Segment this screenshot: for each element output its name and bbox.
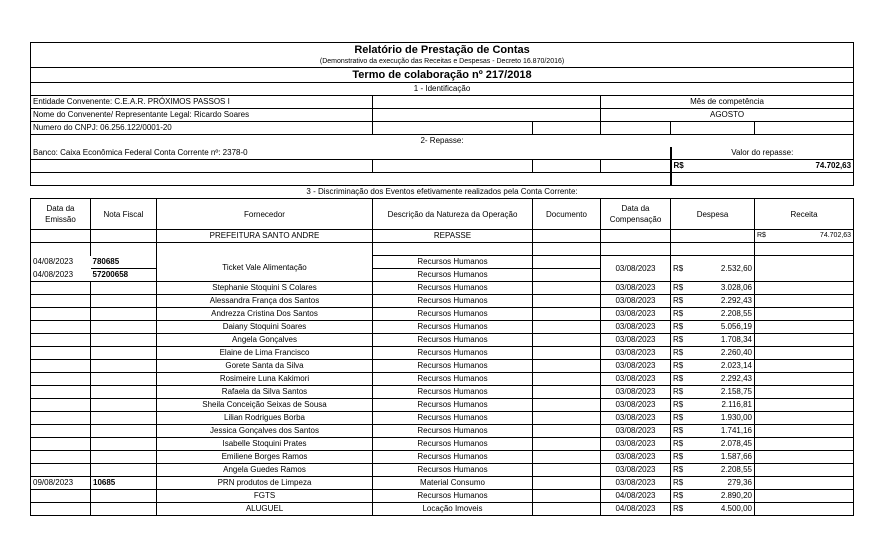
row-description: Recursos Humanos: [373, 451, 533, 464]
row-comp-date: 03/08/2023: [601, 282, 671, 295]
row-invoice: [91, 295, 157, 308]
row-currency: R$: [673, 283, 684, 292]
table-row: [31, 308, 854, 321]
row-date: [31, 282, 91, 295]
row-comp-date: 03/08/2023: [601, 334, 671, 347]
row-document: [533, 477, 601, 490]
row-date: [31, 308, 91, 321]
row-description: Recursos Humanos: [373, 490, 533, 503]
report-sheet: [30, 42, 853, 516]
row-date: [31, 451, 91, 464]
row-value: 2.023,14: [720, 361, 752, 370]
row-currency: R$: [673, 491, 684, 500]
row-description: Recursos Humanos: [373, 373, 533, 386]
row-supplier: Alessandra França dos Santos: [157, 295, 373, 308]
row-value: 4.500,00: [720, 504, 752, 513]
row-expense: [671, 373, 755, 386]
row-date: [31, 490, 91, 503]
table-row: [31, 438, 854, 451]
ticket-date-1: 04/08/2023: [31, 256, 91, 269]
row-currency: R$: [673, 504, 684, 513]
row-invoice: [91, 503, 157, 516]
row-date: [31, 386, 91, 399]
row-date: [31, 360, 91, 373]
row-currency: R$: [673, 413, 684, 422]
row-supplier: Jessica Gonçalves dos Santos: [157, 425, 373, 438]
column-headers: [31, 199, 854, 230]
row-value: 2.292,43: [720, 296, 752, 305]
row-supplier: Rafaela da Silva Santos: [157, 386, 373, 399]
section-events: 3 - Discriminação dos Eventos efetivamente realizados pela Conta Corrente:: [31, 186, 854, 199]
row-expense: [671, 399, 755, 412]
row-currency: R$: [673, 452, 684, 461]
row-value: 279,36: [727, 478, 752, 487]
repasse-value: [671, 160, 854, 173]
ticket-date-2: 04/08/2023: [31, 269, 91, 282]
row-date: [31, 399, 91, 412]
row-revenue: [755, 334, 854, 347]
month-label: Mês de competência: [601, 96, 854, 109]
row-currency: R$: [673, 426, 684, 435]
row-description: Recursos Humanos: [373, 438, 533, 451]
row-invoice: [91, 308, 157, 321]
col-date: Data da Emissão: [31, 199, 91, 230]
row-value: 5.056,19: [720, 322, 752, 331]
row-invoice: 10685: [91, 477, 157, 490]
row-revenue: [755, 347, 854, 360]
row-description: Recursos Humanos: [373, 425, 533, 438]
ticket-value: 2.532,60: [720, 263, 752, 273]
row-supplier: FGTS: [157, 490, 373, 503]
row-revenue: [755, 399, 854, 412]
row-value: 2.208,55: [720, 465, 752, 474]
row-invoice: [91, 360, 157, 373]
table-row: [31, 451, 854, 464]
row-revenue: [755, 464, 854, 477]
row-date: [31, 334, 91, 347]
row-supplier: Andrezza Cristina Dos Santos: [157, 308, 373, 321]
ticket-invoice-1: 780685: [91, 256, 157, 269]
table-row: [31, 399, 854, 412]
row-revenue: [755, 451, 854, 464]
section-identification: 1 - Identificação: [31, 83, 854, 96]
row-expense: [671, 477, 755, 490]
revenue-supplier: PREFEITURA SANTO ANDRE: [157, 230, 373, 243]
row-revenue: [755, 295, 854, 308]
row-revenue: [755, 386, 854, 399]
revenue-description: REPASSE: [373, 230, 533, 243]
table-row: [31, 321, 854, 334]
row-comp-date: 03/08/2023: [601, 295, 671, 308]
row-expense: [671, 464, 755, 477]
row-description: Recursos Humanos: [373, 412, 533, 425]
row-invoice: [91, 347, 157, 360]
ticket-description-2: Recursos Humanos: [373, 269, 533, 282]
row-currency: R$: [673, 465, 684, 474]
row-invoice: [91, 490, 157, 503]
row-currency: R$: [673, 374, 684, 383]
row-currency: R$: [673, 322, 684, 331]
row-supplier: PRN produtos de Limpeza: [157, 477, 373, 490]
ticket-supplier: Ticket Vale Alimentação: [157, 256, 373, 282]
row-value: 1.741,16: [720, 426, 752, 435]
row-description: Recursos Humanos: [373, 399, 533, 412]
row-date: [31, 412, 91, 425]
row-comp-date: 03/08/2023: [601, 321, 671, 334]
row-document: [533, 282, 601, 295]
row-comp-date: 03/08/2023: [601, 451, 671, 464]
row-value: 2.116,81: [721, 400, 752, 409]
row-comp-date: 03/08/2023: [601, 412, 671, 425]
row-supplier: Angela Guedes Ramos: [157, 464, 373, 477]
row-invoice: [91, 399, 157, 412]
row-description: Material Consumo: [373, 477, 533, 490]
row-invoice: [91, 373, 157, 386]
row-document: [533, 399, 601, 412]
row-description: Recursos Humanos: [373, 282, 533, 295]
table-row: [31, 464, 854, 477]
row-value: 1.587,66: [720, 452, 752, 461]
row-document: [533, 412, 601, 425]
row-comp-date: 03/08/2023: [601, 360, 671, 373]
col-comp-date: Data da Compensação: [601, 199, 671, 230]
row-date: [31, 321, 91, 334]
row-expense: [671, 386, 755, 399]
ticket-invoice-2: 57200658: [91, 269, 157, 282]
row-document: [533, 295, 601, 308]
row-currency: R$: [673, 387, 684, 396]
row-supplier: Rosimeire Luna Kakimori: [157, 373, 373, 386]
row-supplier: Lilian Rodrigues Borba: [157, 412, 373, 425]
row-comp-date: 03/08/2023: [601, 477, 671, 490]
row-comp-date: 03/08/2023: [601, 347, 671, 360]
row-invoice: [91, 425, 157, 438]
row-supplier: Gorete Santa da Silva: [157, 360, 373, 373]
row-comp-date: 03/08/2023: [601, 425, 671, 438]
revenue-currency: R$: [757, 232, 766, 239]
row-currency: R$: [673, 361, 684, 370]
table-row: [31, 412, 854, 425]
row-supplier: Elaine de Lima Francisco: [157, 347, 373, 360]
row-expense: [671, 321, 755, 334]
row-document: [533, 334, 601, 347]
table-row: [31, 386, 854, 399]
row-invoice: [91, 334, 157, 347]
row-currency: R$: [673, 348, 684, 357]
row-comp-date: 03/08/2023: [601, 373, 671, 386]
row-document: [533, 503, 601, 516]
row-value: 2.260,40: [720, 348, 752, 357]
row-document: [533, 438, 601, 451]
row-comp-date: 03/08/2023: [601, 308, 671, 321]
row-date: [31, 425, 91, 438]
table-row: [31, 334, 854, 347]
col-expense: Despesa: [671, 199, 755, 230]
row-revenue: [755, 490, 854, 503]
row-date: [31, 373, 91, 386]
ticket-currency: R$: [673, 263, 684, 273]
row-revenue: [755, 503, 854, 516]
row-value: 2.158,75: [720, 387, 752, 396]
row-revenue: [755, 373, 854, 386]
col-document: Documento: [533, 199, 601, 230]
row-document: [533, 451, 601, 464]
row-expense: [671, 295, 755, 308]
row-expense: [671, 308, 755, 321]
representative-label: Nome do Convenente/ Representante Legal: Ricardo Soares: [31, 109, 373, 122]
row-value: 2.078,45: [720, 439, 752, 448]
bank-label: Banco: Caixa Econômica Federal Conta Corrente nº: 2378-0: [31, 147, 671, 160]
row-invoice: [91, 412, 157, 425]
table-row: [31, 282, 854, 295]
table-row: [31, 373, 854, 386]
row-description: Recursos Humanos: [373, 308, 533, 321]
table-row: [31, 490, 854, 503]
col-invoice: Nota Fiscal: [91, 199, 157, 230]
row-revenue: [755, 477, 854, 490]
row-comp-date: 04/08/2023: [601, 490, 671, 503]
row-document: [533, 490, 601, 503]
row-date: 09/08/2023: [31, 477, 91, 490]
row-expense: [671, 451, 755, 464]
row-invoice: [91, 321, 157, 334]
section-repasse: 2- Repasse:: [31, 135, 854, 148]
row-value: 1.930,00: [720, 413, 752, 422]
row-document: [533, 308, 601, 321]
col-supplier: Fornecedor: [157, 199, 373, 230]
row-document: [533, 386, 601, 399]
col-description: Descrição da Natureza da Operação: [373, 199, 533, 230]
row-value: 1.708,34: [720, 335, 752, 344]
row-revenue: [755, 412, 854, 425]
row-revenue: [755, 425, 854, 438]
row-revenue: [755, 438, 854, 451]
row-supplier: Isabelle Stoquini Prates: [157, 438, 373, 451]
table-row: [31, 347, 854, 360]
row-expense: [671, 438, 755, 451]
cnpj-label: Numero do CNPJ: 06.256.122/0001-20: [31, 122, 373, 135]
report-subtitle: (Demonstrativo da execução das Receitas e Despesas - Decreto 16.870/2016): [31, 57, 854, 68]
revenue-row: [31, 230, 854, 243]
row-comp-date: 03/08/2023: [601, 438, 671, 451]
row-supplier: Sheila Conceição Seixas de Sousa: [157, 399, 373, 412]
row-document: [533, 464, 601, 477]
row-document: [533, 321, 601, 334]
row-invoice: [91, 386, 157, 399]
row-revenue: [755, 308, 854, 321]
row-comp-date: 03/08/2023: [601, 464, 671, 477]
row-expense: [671, 412, 755, 425]
repasse-currency: R$: [673, 161, 684, 170]
ticket-row-1: [31, 256, 854, 269]
row-value: 2.208,55: [720, 309, 752, 318]
row-document: [533, 425, 601, 438]
row-expense: [671, 425, 755, 438]
row-comp-date: 03/08/2023: [601, 399, 671, 412]
row-supplier: Stephanie Stoquini S Colares: [157, 282, 373, 295]
table-row: [31, 360, 854, 373]
row-date: [31, 464, 91, 477]
row-invoice: [91, 451, 157, 464]
report-table: [30, 42, 854, 516]
row-currency: R$: [673, 335, 684, 344]
row-revenue: [755, 360, 854, 373]
row-value: 3.028,06: [720, 283, 752, 292]
row-value: 2.890,20: [720, 491, 752, 500]
row-description: Locação Imoveis: [373, 503, 533, 516]
row-expense: [671, 347, 755, 360]
row-currency: R$: [673, 400, 684, 409]
row-invoice: [91, 282, 157, 295]
term-title: Termo de colaboração nº 217/2018: [31, 68, 854, 83]
row-currency: R$: [673, 478, 684, 487]
row-supplier: Daiany Stoquini Soares: [157, 321, 373, 334]
row-expense: [671, 282, 755, 295]
row-expense: [671, 490, 755, 503]
row-date: [31, 503, 91, 516]
repasse-value-label: Valor do repasse:: [671, 147, 854, 160]
row-date: [31, 347, 91, 360]
row-supplier: Angela Gonçalves: [157, 334, 373, 347]
row-comp-date: 04/08/2023: [601, 503, 671, 516]
row-revenue: [755, 321, 854, 334]
row-currency: R$: [673, 296, 684, 305]
row-description: Recursos Humanos: [373, 334, 533, 347]
row-description: Recursos Humanos: [373, 464, 533, 477]
row-date: [31, 438, 91, 451]
row-supplier: Emiliene Borges Ramos: [157, 451, 373, 464]
row-description: Recursos Humanos: [373, 347, 533, 360]
table-row: [31, 477, 854, 490]
row-revenue: [755, 282, 854, 295]
table-row: [31, 295, 854, 308]
row-supplier: ALUGUEL: [157, 503, 373, 516]
entity-label: Entidade Convenente: C.E.A.R. PRÓXIMOS PASSOS I: [31, 96, 373, 109]
row-date: [31, 295, 91, 308]
row-document: [533, 360, 601, 373]
table-row: [31, 425, 854, 438]
repasse-amount: 74.702,63: [815, 161, 852, 170]
revenue-value: 74.702,63: [819, 232, 852, 239]
row-value: 2.292,43: [720, 374, 752, 383]
row-document: [533, 373, 601, 386]
row-comp-date: 03/08/2023: [601, 386, 671, 399]
row-description: Recursos Humanos: [373, 386, 533, 399]
row-document: [533, 347, 601, 360]
table-row: [31, 503, 854, 516]
row-description: Recursos Humanos: [373, 321, 533, 334]
month-value: AGOSTO: [601, 109, 854, 122]
row-expense: [671, 360, 755, 373]
ticket-description-1: Recursos Humanos: [373, 256, 533, 269]
row-invoice: [91, 464, 157, 477]
row-currency: R$: [673, 439, 684, 448]
row-expense: [671, 503, 755, 516]
row-description: Recursos Humanos: [373, 360, 533, 373]
row-description: Recursos Humanos: [373, 295, 533, 308]
col-revenue: Receita: [755, 199, 854, 230]
ticket-comp-date: 03/08/2023: [601, 256, 671, 282]
report-title: Relatório de Prestação de Contas: [31, 43, 854, 58]
row-invoice: [91, 438, 157, 451]
row-currency: R$: [673, 309, 684, 318]
row-expense: [671, 334, 755, 347]
